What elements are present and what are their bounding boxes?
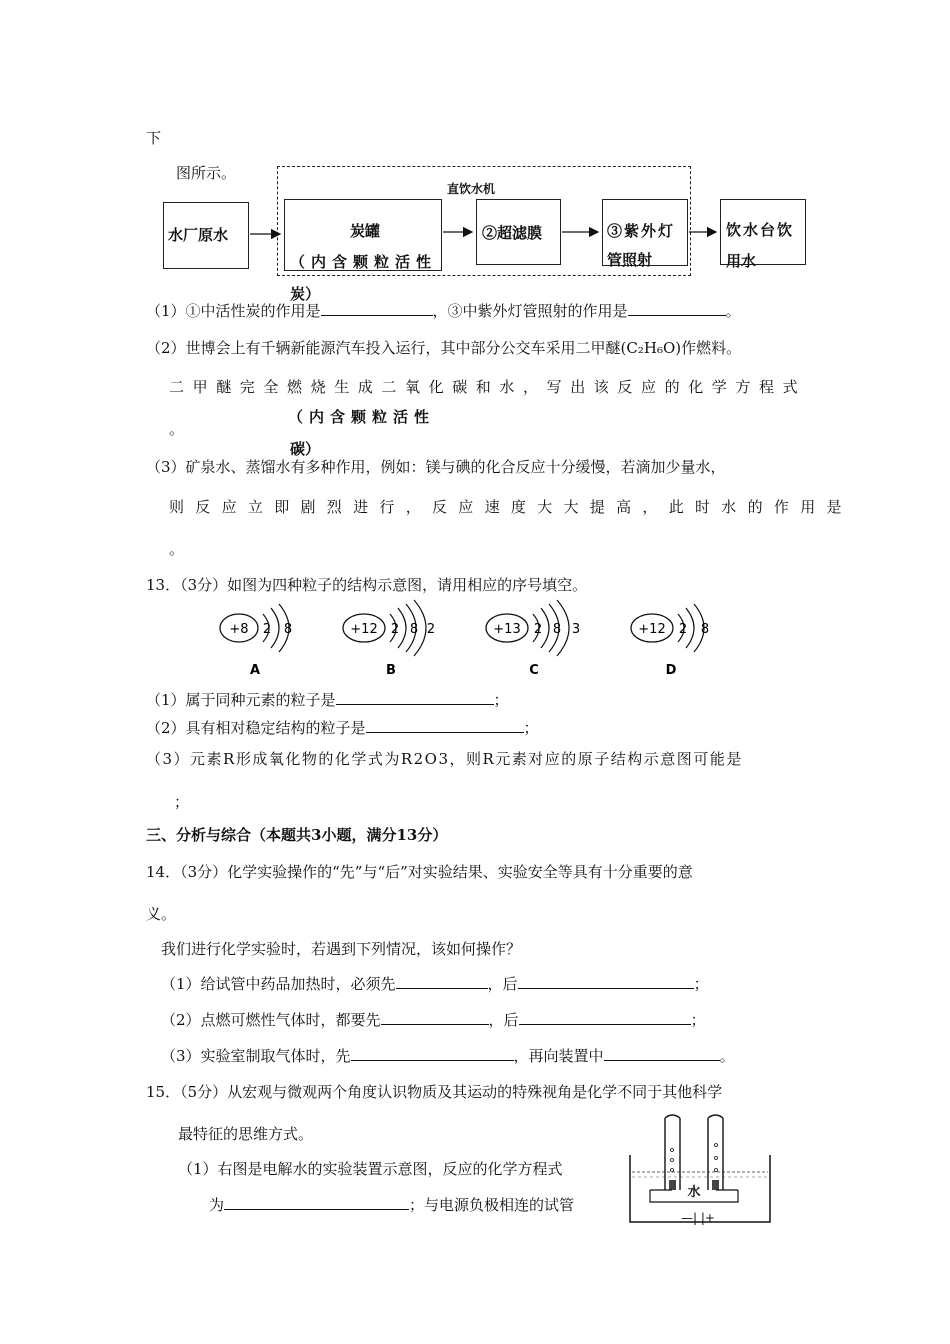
atom-a-shell-2: 8 — [283, 622, 293, 637]
q14-blank-3a[interactable] — [351, 1045, 514, 1061]
atom-d-label: D — [665, 663, 677, 678]
output-label-1: 饮水台饮 — [726, 221, 795, 239]
q13-part2 — [146, 717, 539, 738]
q12-part2-line2: 二甲醚完全燃烧生成二氧化碳和水，写出该反应的化学方程式 — [169, 378, 807, 396]
q12-part3-end: 。 — [169, 540, 185, 558]
atom-c-shell-2: 8 — [552, 622, 562, 637]
atom-a-charge: +8 — [229, 622, 249, 637]
atom-c-shell-1: 2 — [533, 622, 543, 637]
q12-part2-end: 。 — [169, 420, 185, 438]
q13-part1 — [146, 689, 509, 710]
q14-stem-line1: 14．（3分）化学实验操作的“先”与“后”对实验结果、实验安全等具有十分重要的意 — [146, 863, 693, 881]
atom-b-shell-2: 8 — [409, 622, 419, 637]
electrolysis-apparatus — [620, 1110, 780, 1230]
q14-blank-2a[interactable] — [381, 1009, 489, 1025]
atom-c-charge: +13 — [493, 622, 521, 637]
atom-d-shell-2: 8 — [700, 622, 710, 637]
atom-b — [343, 600, 435, 678]
stray-label-2: 碳） — [290, 440, 321, 458]
q12-part3-line1: （3）矿泉水、蒸馏水有多种作用，例如：镁与碘的化合反应十分缓慢，若滴加少量水， — [146, 458, 726, 476]
q14-item-1-a: （1）给试管中药品加热时，必须先 — [161, 975, 396, 993]
carbon-tank-sub2: 炭） — [290, 285, 321, 303]
q14-intro: 我们进行化学实验时，若遇到下列情况，该如何操作？ — [161, 940, 522, 958]
atom-a — [220, 604, 292, 678]
q13-stem: 13．（3分）如图为四种粒子的结构示意图，请用相应的序号填空。 — [146, 576, 588, 594]
atom-d-charge: +12 — [638, 622, 666, 637]
atom-a-label: A — [249, 663, 261, 678]
fragment-xia: 下 — [146, 129, 162, 147]
q14-blank-1b[interactable] — [518, 973, 694, 989]
left-electrode — [669, 1180, 676, 1190]
water-label: 水 — [687, 1185, 701, 1200]
section-3-heading: 三、分析与综合（本题共3小题，满分13分） — [146, 826, 448, 844]
q12-blank-uv[interactable] — [628, 300, 726, 316]
q14-item-1-b: ，后 — [487, 975, 518, 993]
atom-a-shell-1: 2 — [262, 622, 272, 637]
q14-blank-2b[interactable] — [519, 1009, 691, 1025]
battery-label: —| |+ — [681, 1211, 715, 1225]
q13-blank-same-element[interactable] — [336, 689, 494, 705]
q14-item-3-c: 。 — [719, 1047, 735, 1065]
q12-part1-text-c: 。 — [725, 302, 741, 320]
flow-arrows — [0, 0, 950, 300]
atom-d — [631, 604, 709, 678]
q14-item-2-c: ； — [690, 1011, 706, 1029]
q14-item-1 — [161, 973, 709, 994]
atomic-structure-diagrams — [200, 596, 740, 680]
raw-water-label: 水厂原水 — [168, 226, 229, 244]
left-test-tube — [665, 1115, 680, 1190]
atom-b-shell-3: 2 — [426, 622, 436, 637]
atom-c-shell-3: 3 — [571, 622, 581, 637]
q15-part1-line2-a: 为 — [209, 1196, 225, 1214]
q12-part1-text-b: ，③中紫外灯管照射的作用是 — [432, 302, 628, 320]
atom-c-label: C — [529, 663, 539, 678]
uv-label-2: 管照射 — [607, 251, 653, 269]
q15-stem-line2: 最特征的思维方式。 — [178, 1125, 314, 1143]
q15-part1-line2 — [209, 1194, 574, 1215]
q13-part2-text: （2）具有相对稳定结构的粒子是 — [146, 719, 366, 737]
right-test-tube — [708, 1115, 723, 1190]
q13-part3-end: ； — [174, 793, 190, 811]
right-electrode — [712, 1180, 719, 1190]
fragment-shown: 图所示。 — [176, 164, 237, 182]
q13-blank-stable[interactable] — [366, 717, 524, 733]
membrane-label: ②超滤膜 — [482, 224, 543, 242]
q14-blank-3b[interactable] — [604, 1045, 720, 1061]
carbon-tank-sub1: （内含颗粒活性 — [290, 253, 438, 271]
carbon-tank-title: 炭罐 — [350, 222, 381, 240]
atom-b-label: B — [386, 663, 396, 678]
q13-part2-end: ； — [523, 719, 539, 737]
q12-part1 — [146, 300, 741, 321]
q13-part1-text: （1）属于同种元素的粒子是 — [146, 691, 336, 709]
uv-label-1: ③紫外灯 — [607, 222, 676, 240]
q12-part2-line1: （2）世博会上有千辆新能源汽车投入运行，其中部分公交车采用二甲醚(C₂H₆O)作燃料。 — [146, 339, 742, 357]
q12-blank-carbon[interactable] — [321, 300, 433, 316]
stray-label-1: （内含颗粒活性 — [288, 408, 436, 426]
group-label: 直饮水机 — [447, 182, 496, 196]
q15-part1-line1: （1）右图是电解水的实验装置示意图，反应的化学方程式 — [178, 1160, 563, 1178]
atom-c — [486, 600, 580, 678]
q12-part3-line2: 则反应立即剧烈进行，反应速度大大提高，此时水的作用是 — [169, 498, 853, 516]
q15-part1-line2-b: ；与电源负极相连的试管 — [409, 1196, 575, 1214]
q13-part1-end: ； — [493, 691, 509, 709]
q14-item-2-b: ，后 — [488, 1011, 519, 1029]
q14-stem-line2: 义。 — [146, 905, 177, 923]
q12-part1-text-a: （1）①中活性炭的作用是 — [146, 302, 321, 320]
q14-item-3 — [161, 1045, 735, 1066]
atom-d-shell-1: 2 — [678, 622, 688, 637]
q14-item-3-b: ，再向装置中 — [513, 1047, 604, 1065]
q14-blank-1a[interactable] — [396, 973, 488, 989]
q13-part3: （3）元素R形成氧化物的化学式为R2O3，则R元素对应的原子结构示意图可能是 — [146, 750, 743, 768]
q14-item-2 — [161, 1009, 706, 1030]
q14-item-1-c: ； — [693, 975, 709, 993]
output-label-2: 用水 — [726, 252, 757, 270]
atom-b-charge: +12 — [350, 622, 378, 637]
atom-b-shell-1: 2 — [390, 622, 400, 637]
q14-item-3-a: （3）实验室制取气体时，先 — [161, 1047, 351, 1065]
q15-stem-line1: 15．（5分）从宏观与微观两个角度认识物质及其运动的特殊视角是化学不同于其他科学 — [146, 1083, 723, 1101]
q15-blank-equation[interactable] — [224, 1194, 409, 1210]
q14-item-2-a: （2）点燃可燃性气体时，都要先 — [161, 1011, 381, 1029]
